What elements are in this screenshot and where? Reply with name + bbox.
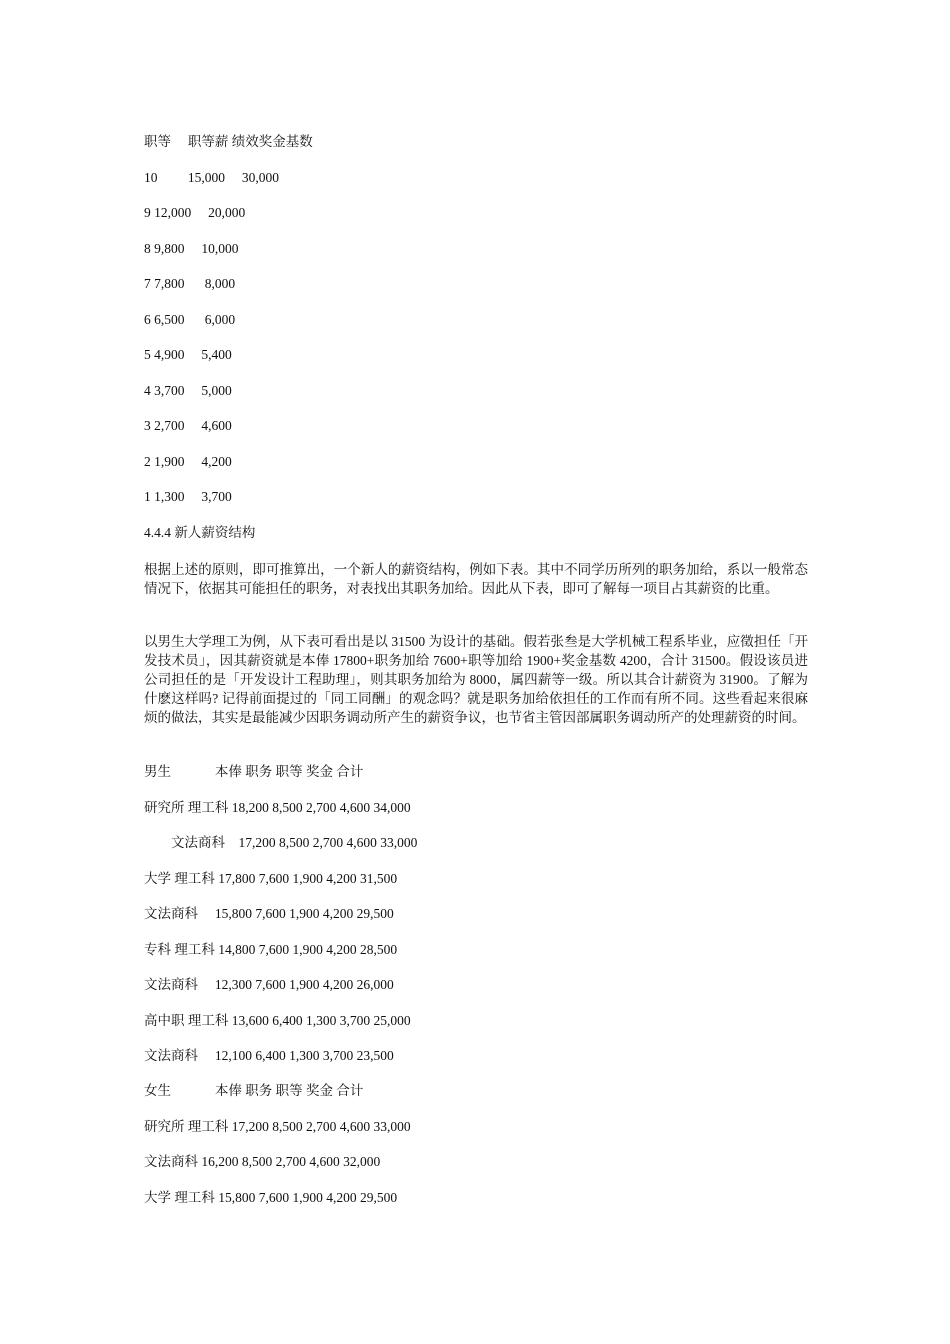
body-paragraph: 以男生大学理工为例，从下表可看出是以 31500 为设计的基础。假若张叁是大学机械工程系毕业，应徵担任「开发技术员」，因其薪资就是本俸 17800+职务加给 7600+职等加给 1900+奖金基数 4200，合计 31500。假设该员进公司担任的是「开发设计工程助理」，则其职务加给为 8000，属四薪等一级。所以其合计薪资为 31900。了解为什麽这样吗? 记得前面提过的「同工同酬」的观念吗？就是职务加给依担任的工作而有所不同。这些看起来很麻烦的做法，其实是最能减少因职务调动所产生的薪资争议，也节省主管因部属职务调动所产的处理薪资的时间。	[144, 634, 808, 725]
male-table-row: 研究所 理工科 18,200 8,500 2,700 4,600 34,000	[144, 800, 411, 815]
male-table-row: 专科 理工科 14,800 7,600 1,900 4,200 28,500	[144, 942, 398, 957]
male-table-row: 文法商科 12,300 7,600 1,900 4,200 26,000	[144, 977, 394, 992]
grade-table-row: 1 1,300 3,700	[144, 489, 232, 504]
grade-table-row: 7 7,800 8,000	[144, 276, 236, 291]
female-table-header: 女生 本俸 职务 职等 奖金 合计	[144, 1083, 364, 1098]
male-table-row: 文法商科 12,100 6,400 1,300 3,700 23,500	[144, 1048, 394, 1063]
grade-table-header: 职等 职等薪 绩效奖金基数	[144, 134, 313, 149]
male-table-row: 文法商科 17,200 8,500 2,700 4,600 33,000	[144, 835, 418, 850]
female-table-row: 研究所 理工科 17,200 8,500 2,700 4,600 33,000	[144, 1119, 411, 1134]
grade-table-row: 2 1,900 4,200	[144, 454, 232, 469]
section-heading: 4.4.4 新人薪资结构	[144, 525, 256, 540]
female-table-row: 大学 理工科 15,800 7,600 1,900 4,200 29,500	[144, 1190, 398, 1205]
grade-table-row: 8 9,800 10,000	[144, 241, 239, 256]
grade-table-row: 5 4,900 5,400	[144, 347, 232, 362]
female-table-row: 文法商科 16,200 8,500 2,700 4,600 32,000	[144, 1154, 381, 1169]
grade-table-row: 9 12,000 20,000	[144, 205, 246, 220]
grade-table-row: 3 2,700 4,600	[144, 418, 232, 433]
grade-table-row: 6 6,500 6,000	[144, 312, 236, 327]
male-table-row: 大学 理工科 17,800 7,600 1,900 4,200 31,500	[144, 871, 398, 886]
grade-table-row: 10 15,000 30,000	[144, 170, 279, 185]
body-paragraph: 根据上述的原则，即可推算出，一个新人的薪资结构，例如下表。其中不同学历所列的职务加给，系以一般常态情况下，依据其可能担任的职务，对表找出其职务加给。因此从下表，即可了解每一项目占其薪资的比重。	[144, 562, 808, 596]
grade-table-row: 4 3,700 5,000	[144, 383, 232, 398]
male-table-row: 文法商科 15,800 7,600 1,900 4,200 29,500	[144, 906, 394, 921]
male-table-header: 男生 本俸 职务 职等 奖金 合计	[144, 764, 364, 779]
male-table-row: 高中职 理工科 13,600 6,400 1,300 3,700 25,000	[144, 1013, 411, 1028]
